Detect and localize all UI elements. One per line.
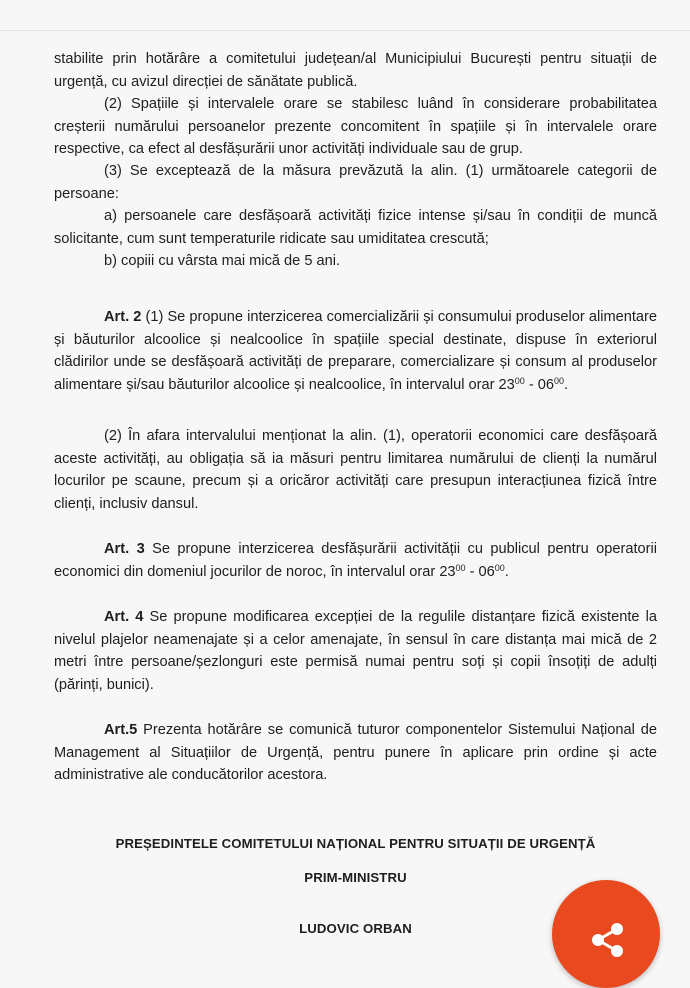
list-item-b: b) copiii cu vârsta mai mică de 5 ani.: [104, 253, 341, 269]
list-item-a: a) persoanele care desfășoară activități fizice intense și/sau în condiții de muncă solicitante, cum sunt temperaturile ridicate sau umiditatea crescută;: [54, 208, 657, 247]
art5-label: Art.5: [104, 722, 138, 738]
paragraph-art5: [54, 719, 657, 787]
art2-time-end-hour: 06: [537, 376, 554, 393]
art3-end: .: [504, 563, 509, 580]
top-divider: [0, 30, 690, 31]
art2-time-start-hour: 23: [498, 376, 515, 393]
paragraph-art4: [54, 606, 657, 696]
art3-label: Art. 3: [104, 541, 145, 557]
signature-role: PRIM-MINISTRU: [304, 870, 407, 885]
art2-text: (1) Se propune interzicerea comercializării și consumului produselor alimentare și băuturilor alcoolice și nealcoolice în spațiile special destinate, dispuse în exteriorul clădirilor unde se desfășoară activități de preparare, comercializare și consum al produselor alimentare și/sau băuturilor alcoolice și nealcoolice, în intervalul orar: [54, 309, 657, 393]
art3-dash: -: [465, 563, 479, 580]
art2-label: Art. 2: [104, 309, 142, 325]
paragraph-art3: [54, 538, 657, 583]
art3-text: Se propune interzicerea desfășurării activității cu publicul pentru operatorii economici din domeniul jocurilor de noroc, în intervalul orar: [54, 541, 657, 580]
paragraph-art2-alin2: (2) În afara intervalului menționat la alin. (1), operatorii economici care desfășoară aceste activități, au obligația să ia măsuri pentru limitarea numărului de clienți la numărul locurilor pe scaune, precum și a oricăror activități care presupun interacțiunea fizică între clienți, inclusiv dansul.: [54, 428, 657, 512]
art3-time-start-min: 00: [455, 562, 466, 573]
art2-end: .: [564, 376, 569, 393]
art2-dash: -: [524, 376, 538, 393]
paragraph-art1-alin2: (2) Spațiile și intervalele orare se stabilesc luând în considerare probabilitatea creșterii numărului persoanelor prezente concomitent în spațiile și în intervalele orare respective, ca efect al desfășurării unor activități individuale sau de grup.: [54, 96, 657, 157]
paragraph-art1-alin3: (3) Se exceptează de la măsura prevăzută la alin. (1) următoarele categorii de persoane:: [54, 163, 657, 202]
signature-title: PREȘEDINTELE COMITETULUI NAȚIONAL PENTRU SITUAȚII DE URGENȚĂ: [115, 836, 596, 851]
share-icon: [590, 922, 626, 958]
paragraph-continuation: stabilite prin hotărâre a comitetului județean/al Municipiului București pentru situații de urgență, cu avizul direcției de sănătate publică.: [54, 51, 657, 90]
art3-time-end-hour: 06: [478, 563, 495, 580]
art5-text: Prezenta hotărâre se comunică tuturor componentelor Sistemului Național de Management al Situațiilor de Urgență, pentru punere în aplicare prin ordine și acte administrative ale conducătorilor acestora.: [54, 722, 657, 783]
share-button[interactable]: [552, 880, 660, 988]
art3-time-start-hour: 23: [439, 563, 456, 580]
art2-time-end-min: 00: [554, 375, 565, 386]
art4-text: Se propune modificarea excepției de la regulile distanțare fizică existente la nivelul plajelor neamenajate și a celor amenajate, în sensul în care distanța mai mică de 2 metri între persoane/șezlonguri este permisă numai pentru soți și copii însoțiți de adulți (părinți, bunici).: [54, 609, 658, 693]
art2-time-start-min: 00: [514, 375, 525, 386]
art3-time-end-min: 00: [494, 562, 505, 573]
art4-label: Art. 4: [104, 609, 144, 625]
paragraph-art2: [54, 306, 657, 396]
signature-name: LUDOVIC ORBAN: [299, 921, 412, 936]
